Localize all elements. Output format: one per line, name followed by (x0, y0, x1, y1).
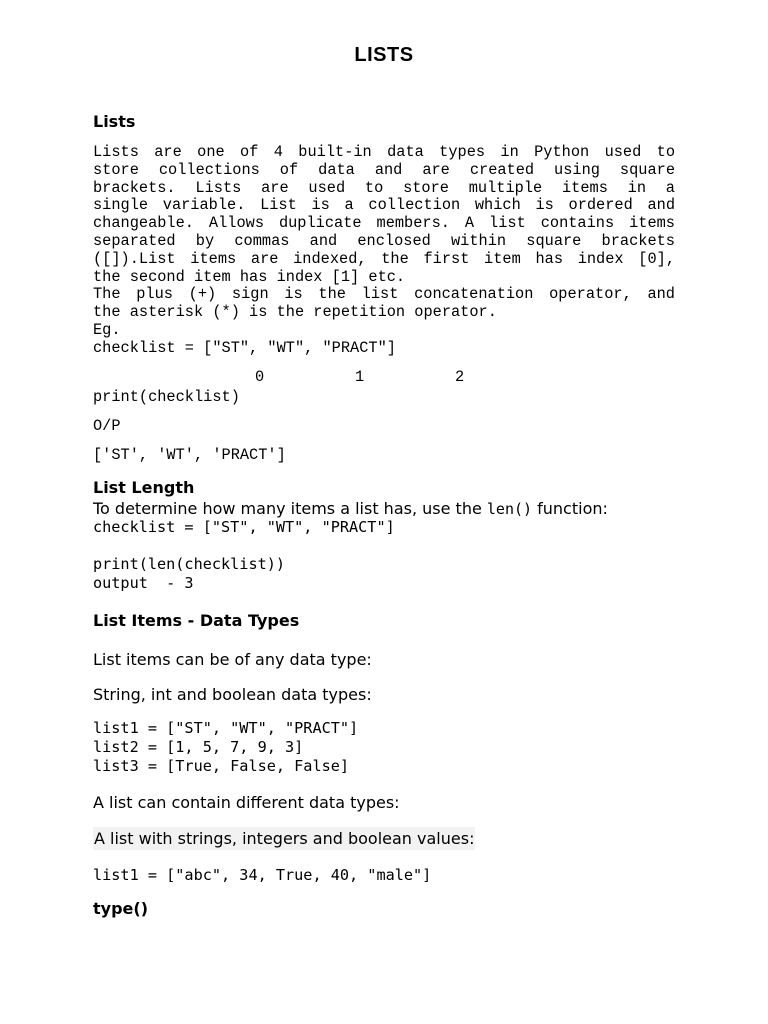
paragraph-line: the second item has index [1] etc. (93, 267, 406, 286)
types-code-line: list1 = ["ST", "WT", "PRACT"] (93, 719, 359, 737)
lists-heading: Lists (93, 112, 136, 131)
paragraph-line: changeable. Allows duplicate members. A list contains items (93, 214, 675, 233)
paragraph-line: separated by commas and enclosed within square brackets (93, 231, 675, 250)
types-code-line: list3 = [True, False, False] (93, 757, 350, 775)
highlighted-text (93, 829, 475, 849)
index-label: 0 (255, 368, 265, 386)
data-types-heading: List Items - Data Types (93, 611, 300, 630)
lists-paragraph (93, 144, 675, 358)
list-length-intro (93, 499, 608, 519)
example-code-line: checklist = ["ST", "WT", "PRACT"] (93, 338, 396, 357)
page-title: LISTS (354, 44, 414, 66)
paragraph-line: brackets. Lists are used to store multiple items in a (93, 178, 675, 197)
list-length-heading: List Length (93, 478, 195, 497)
op-label: O/P (93, 417, 121, 435)
output-line: ['ST', 'WT', 'PRACT'] (93, 446, 286, 464)
type-function-heading: type() (93, 899, 149, 918)
inline-code: len() (486, 500, 533, 518)
print-code-line: print(checklist) (93, 388, 240, 406)
index-label: 1 (355, 368, 365, 386)
index-label: 2 (455, 368, 465, 386)
data-types-text: A list can contain different data types: (93, 793, 400, 812)
length-code-line: checklist = ["ST", "WT", "PRACT"] (93, 518, 395, 536)
mixed-code-line: list1 = ["abc", 34, True, 40, "male"] (93, 866, 432, 884)
paragraph-line: ([]).List items are indexed, the first item has index [0], (93, 249, 675, 268)
intro-text: To determine how many items a list has, use the (93, 499, 487, 518)
operator-line: the asterisk (*) is the repetition operator. (93, 303, 497, 322)
paragraph-line: store collections of data and are created using square (93, 160, 675, 179)
types-code-line: list2 = [1, 5, 7, 9, 3] (93, 738, 304, 756)
length-output-line: output - 3 (93, 574, 194, 592)
eg-label: Eg. (93, 320, 121, 339)
intro-text: function: (532, 499, 608, 518)
highlighted-text-span: A list with strings, integers and boolean values: (94, 829, 475, 848)
paragraph-line: single variable. List is a collection which is ordered and (93, 196, 675, 215)
paragraph-line: Lists are one of 4 built-in data types in Python used to (93, 143, 675, 161)
data-types-text: List items can be of any data type: (93, 650, 372, 669)
length-code-line: print(len(checklist)) (93, 555, 286, 573)
data-types-text: String, int and boolean data types: (93, 685, 372, 704)
operator-line: The plus (+) sign is the list concatenation operator, and (93, 285, 675, 304)
